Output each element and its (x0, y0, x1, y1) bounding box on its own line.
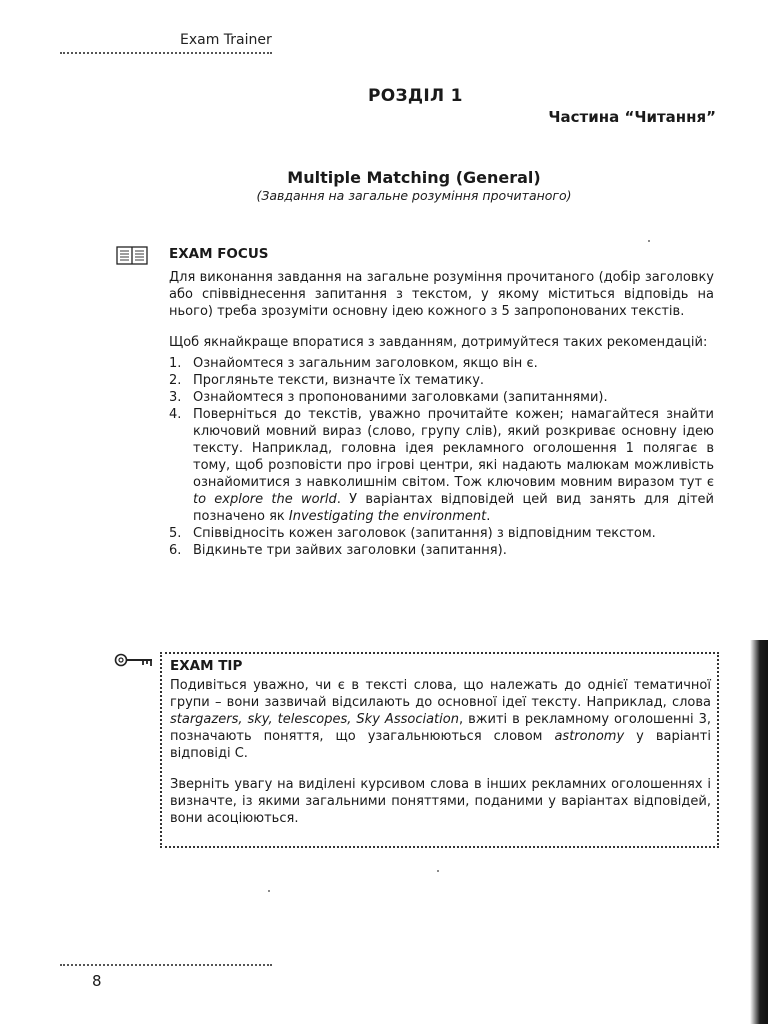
exam-tip-paragraph-1 (170, 677, 711, 762)
task-subtitle: (Завдання на загальне розуміння прочитаного) (256, 188, 572, 203)
list-item-number: 6. (169, 543, 182, 558)
scan-edge-shadow (750, 640, 768, 1024)
list-item-number: 3. (169, 390, 182, 405)
list-item-text: Ознайомтеся з пропонованими заголовками (запитаннями). (193, 390, 608, 405)
tip-example-words: stargazers, sky, telescopes, Sky Association (170, 712, 459, 727)
exam-tip-heading: EXAM TIP (170, 658, 243, 674)
exam-focus-heading: EXAM FOCUS (169, 246, 269, 262)
list-item-number: 1. (169, 356, 182, 371)
recommendations-list (169, 355, 714, 559)
header-dotted-rule (60, 52, 272, 54)
page-number: 8 (92, 972, 102, 990)
list-item-text: Поверніться до текстів, уважно прочитайте кожен; намагайтеся знайти ключовий мовний вираз (слово, групу слів), який розкриває основну ідею тексту. Наприклад, головна ідея рекламного оголошення 1 полягає в тому, щоб розповісти про ігрові центри, які надають малюкам можливість ознайомитися з навколишнім світом. Тож ключовим мовним виразом тут є (193, 407, 714, 490)
key-phrase: to explore the world (193, 492, 337, 507)
exam-focus-paragraph-1: Для виконання завдання на загальне розуміння прочитаного (добір заголовку або співвіднесення запитання з текстом, у якому міститься відповідь на нього) треба зрозуміти основну ідею кожного з 5 запропонованих текстів. (169, 270, 714, 319)
list-item-number: 4. (169, 407, 182, 422)
list-item-text: Ознайомтеся з загальним заголовком, якщо він є. (193, 356, 538, 371)
exam-tip-box (160, 652, 719, 848)
key-icon (114, 652, 156, 668)
scan-speck (268, 890, 270, 892)
scan-speck (648, 240, 650, 242)
exam-focus-paragraph-2: Щоб якнайкраще впоратися з завданням, дотримуйтеся таких рекомендацій: (169, 335, 708, 350)
list-item-text: Прогляньте тексти, визначте їх тематику. (193, 373, 485, 388)
tip-text: , вжиті в рекламному оголошенні 3, позначають поняття, що узагальнюються словом (170, 712, 711, 744)
scan-speck (437, 870, 439, 872)
list-item (169, 372, 714, 389)
section-title: РОЗДІЛ 1 (368, 86, 463, 106)
list-item (169, 355, 714, 372)
list-item (169, 542, 714, 559)
part-title: Частина “Читання” (548, 108, 716, 126)
list-item (169, 525, 714, 542)
list-item-number: 2. (169, 373, 182, 388)
list-item-text: . (486, 509, 491, 524)
list-item (169, 406, 714, 525)
list-item (169, 389, 714, 406)
exam-tip-paragraph-2: Зверніть увагу на виділені курсивом слова в інших рекламних оголошеннях і визначте, із якими загальними поняттями, поданими у варіантах відповідей, вони асоціюються. (170, 777, 711, 826)
tip-text: у варіанті відповіді С. (170, 729, 711, 761)
list-item-text: Відкиньте три зайвих заголовки (запитання). (193, 543, 507, 558)
tip-general-word: astronomy (554, 729, 625, 744)
book-icon (116, 246, 148, 266)
answer-option-phrase: Investigating the environment (288, 509, 487, 524)
list-item-number: 5. (169, 526, 182, 541)
tip-text: Подивіться уважно, чи є в тексті слова, що належать до однієї тематичної групи – вони зазвичай відсилають до основної ідеї тексту. Наприклад, слова (170, 678, 711, 710)
task-title: Multiple Matching (General) (287, 168, 541, 187)
footer-dotted-rule (60, 964, 272, 966)
header-title: Exam Trainer (180, 32, 272, 48)
exam-focus-section (169, 246, 714, 559)
list-item-text: . У варіантах відповідей цей вид занять для дітей позначено як (193, 492, 714, 524)
list-item-text: Співвідносіть кожен заголовок (запитання) з відповідним текстом. (193, 526, 656, 541)
